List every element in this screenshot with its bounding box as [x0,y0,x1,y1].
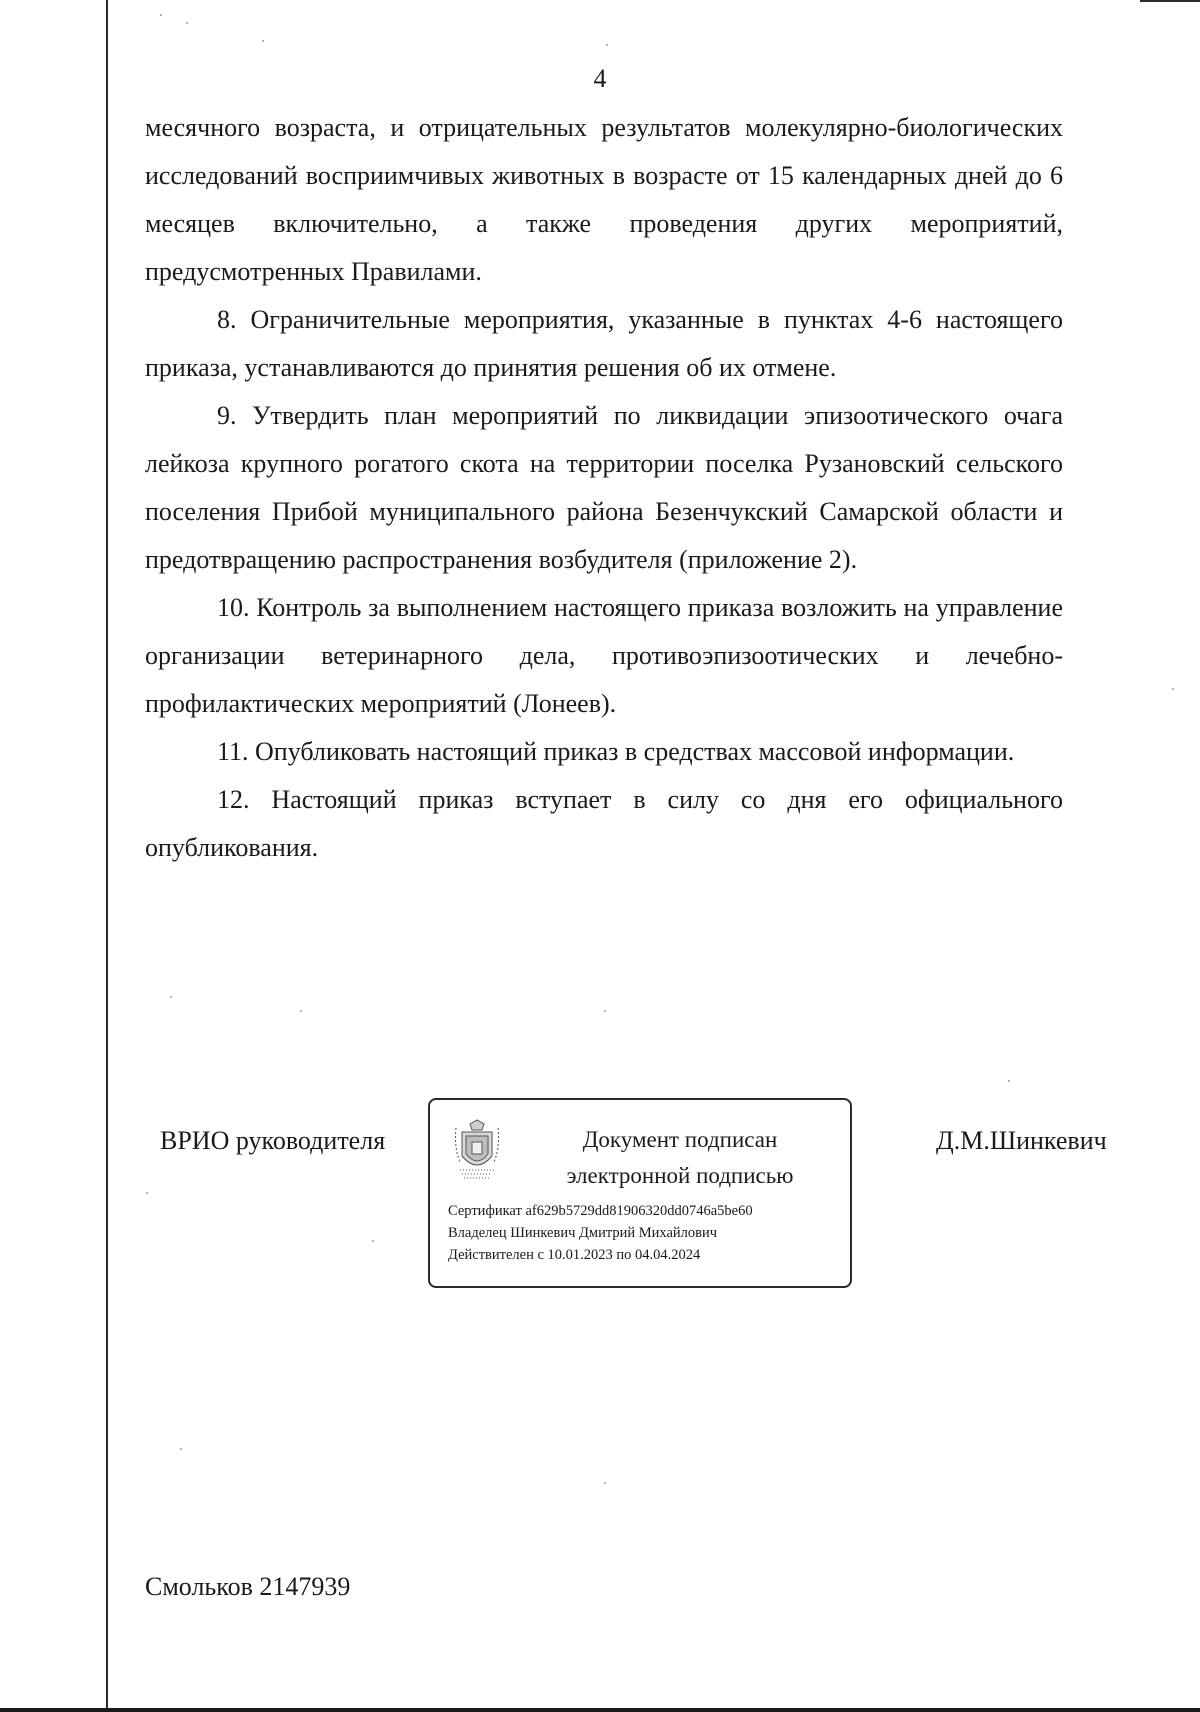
scan-speck [300,1010,302,1012]
body-text [145,104,1063,872]
paragraph-item-10: 10. Контроль за выполнением настоящего приказа возложить на управление организации ветеринарного дела, противоэпизоотических и лечебно-профилактических мероприятий (Лонеев). [145,593,1063,718]
electronic-signature-stamp [428,1098,852,1288]
paragraph-item-11: 11. Опубликовать настоящий приказ в средствах массовой информации. [217,737,1015,766]
stamp-details [448,1200,848,1266]
scan-speck [1008,1080,1010,1082]
scan-edge-bottom [0,1708,1200,1712]
scan-speck [262,40,264,42]
paragraph-item-8: 8. Ограничительные мероприятия, указанные в пунктах 4-6 настоящего приказа, устанавливаются до принятия решения об их отмене. [145,305,1063,382]
paragraph-continuation: месячного возраста, и отрицательных результатов молекулярно-биологических исследований восприимчивых животных в возрасте от 15 календарных дней до 6 месяцев включительно, а также проведения других мероприятий, предусмотренных Правилами. [145,113,1063,286]
stamp-heading [530,1122,830,1194]
scan-speck [146,1192,148,1194]
scan-edge-left [106,0,108,1712]
certificate-owner: Владелец Шинкевич Дмитрий Михайлович [448,1225,718,1241]
page-number: 4 [593,64,607,93]
executor-info: Смольков 2147939 [145,1572,351,1601]
scan-speck [372,1240,374,1242]
scan-speck [170,996,172,998]
certificate-validity: Действителен с 10.01.2023 по 04.04.2024 [448,1247,701,1263]
scan-speck [604,1482,606,1484]
scan-speck [160,14,162,16]
scan-speck [606,44,608,46]
paragraph-item-9: 9. Утвердить план мероприятий по ликвидации эпизоотического очага лейкоза крупного рогатого скота на территории поселка Рузановский сельского поселения Прибой муниципального района Безенчукский Самарской области и предотвращению распространения возбудителя (приложение 2). [145,401,1063,574]
paragraph-item-12: 12. Настоящий приказ вступает в силу со дня его официального опубликования. [145,785,1063,862]
scan-speck [604,1010,606,1012]
stamp-heading-line2: электронной подписью [566,1163,794,1188]
signatory-position: ВРИО руководителя [160,1126,386,1155]
scan-edge-top [1140,0,1200,2]
coat-of-arms-icon [452,1118,502,1182]
signatory-name: Д.М.Шинкевич [936,1126,1107,1155]
stamp-heading-line1: Документ подписан [582,1127,778,1152]
certificate-number: Сертификат af629b5729dd81906320dd0746a5be60 [448,1203,753,1219]
scan-speck [1172,688,1174,690]
scan-speck [186,22,188,24]
scan-speck [180,1448,182,1450]
